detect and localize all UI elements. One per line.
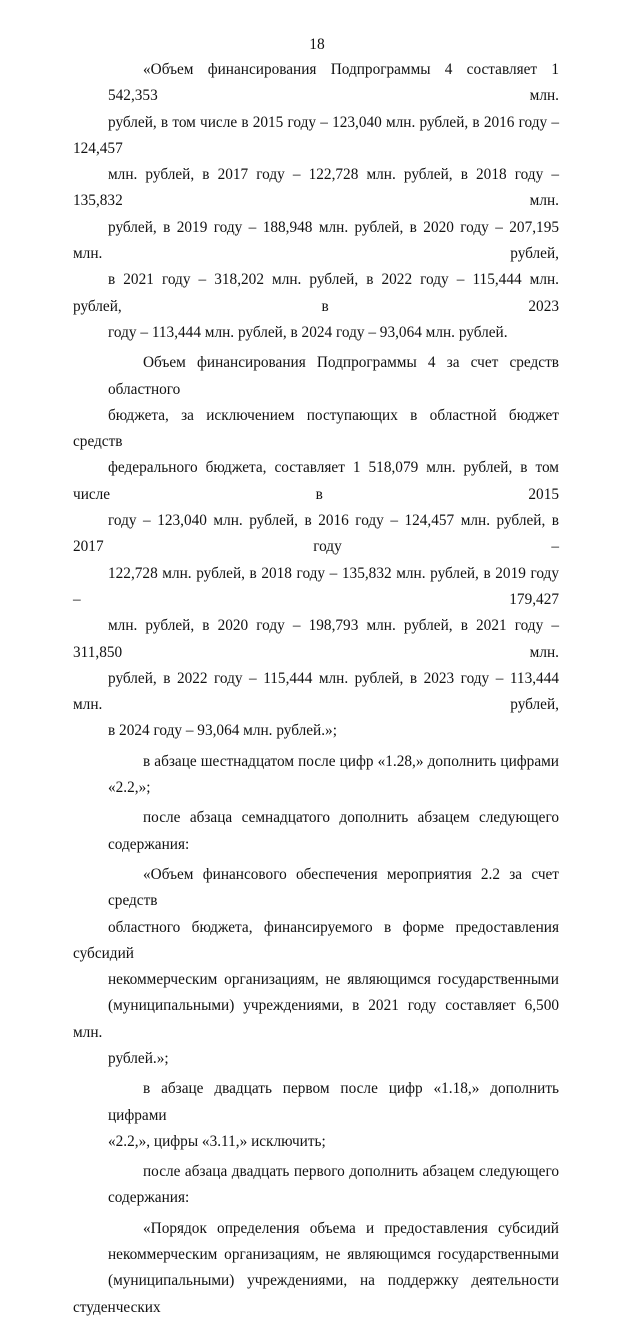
text-line: «2.2,», цифры «3.11,» исключить; — [108, 1132, 326, 1150]
text-line: рублей, в 2022 году – 115,444 млн. рублей, в 2023 году – 113,444 млн. рублей, — [73, 669, 559, 714]
text-line: в абзаце шестнадцатом после цифр «1.28,» дополнить цифрами «2.2,»; — [108, 752, 559, 797]
paragraph-funding-regional — [73, 350, 559, 744]
text-line: в абзаце двадцать первом после цифр «1.18,» дополнить цифрами — [108, 1080, 559, 1124]
page-number: 18 — [309, 36, 325, 53]
text-line: «Порядок определения объема и предоставления субсидий — [143, 1219, 559, 1237]
text-line: содержания: — [108, 835, 190, 853]
paragraph-amendment-after-21 — [73, 1159, 559, 1212]
text-line: бюджета, за исключением поступающих в областной бюджет средств — [73, 406, 559, 451]
text-line: в 2021 году – 318,202 млн. рублей, в 2022 году – 115,444 млн. рублей, в 2023 — [73, 271, 559, 315]
text-line: млн. рублей, в 2017 году – 122,728 млн. рублей, в 2018 году – 135,832 млн. — [73, 166, 559, 210]
text-line: «Объем финансирования Подпрограммы 4 составляет 1 542,353 млн. — [108, 61, 559, 105]
text-line: федерального бюджета, составляет 1 518,079 млн. рублей, в том числе в 2015 — [73, 459, 559, 503]
paragraph-subsidy-procedure — [73, 1216, 559, 1321]
text-line: 122,728 млн. рублей, в 2018 году – 135,832 млн. рублей, в 2019 году – 179,427 — [73, 564, 559, 608]
text-line: рублей, в том числе в 2015 году – 123,040 млн. рублей, в 2016 году – 124,457 — [73, 113, 559, 157]
text-line: содержания: — [108, 1189, 190, 1207]
text-line: млн. рублей, в 2020 году – 198,793 млн. рублей, в 2021 году – 311,850 млн. — [73, 617, 559, 661]
text-line: «Объем финансового обеспечения мероприятия 2.2 за счет средств — [108, 865, 559, 910]
text-line: в 2024 году – 93,064 млн. рублей.»; — [108, 722, 337, 740]
text-line: (муниципальными) учреждениями, в 2021 году составляет 6,500 млн. — [73, 997, 559, 1041]
text-line: после абзаца двадцать первого дополнить абзацем следующего — [143, 1163, 559, 1181]
text-line: некоммерческим организациям, не являющимся государственными — [108, 1246, 559, 1264]
text-line: областного бюджета, финансируемого в форме предоставления субсидий — [73, 918, 559, 962]
text-line: некоммерческим организациям, не являющимся государственными — [108, 971, 559, 989]
text-line: рублей.»; — [108, 1049, 169, 1067]
text-line: Объем финансирования Подпрограммы 4 за счет средств областного — [108, 354, 559, 398]
paragraph-amendment-21 — [73, 1076, 559, 1155]
text-line: (муниципальными) учреждениями, на поддержку деятельности студенческих — [73, 1272, 559, 1316]
text-line: после абзаца семнадцатого дополнить абзацем следующего — [143, 809, 559, 827]
text-line: году – 113,444 млн. рублей, в 2024 году – 93,064 млн. рублей. — [108, 323, 508, 341]
paragraph-measure-2-2 — [73, 862, 559, 1072]
paragraph-amendment-17 — [73, 805, 559, 858]
text-line: рублей, в 2019 году – 188,948 млн. рублей, в 2020 году – 207,195 млн. рублей, — [73, 218, 559, 263]
paragraph-funding-total — [73, 57, 559, 346]
document-body — [73, 57, 559, 1321]
text-line: году – 123,040 млн. рублей, в 2016 году – 124,457 млн. рублей, в 2017 году – — [73, 512, 559, 556]
paragraph-amendment-16 — [73, 749, 559, 802]
